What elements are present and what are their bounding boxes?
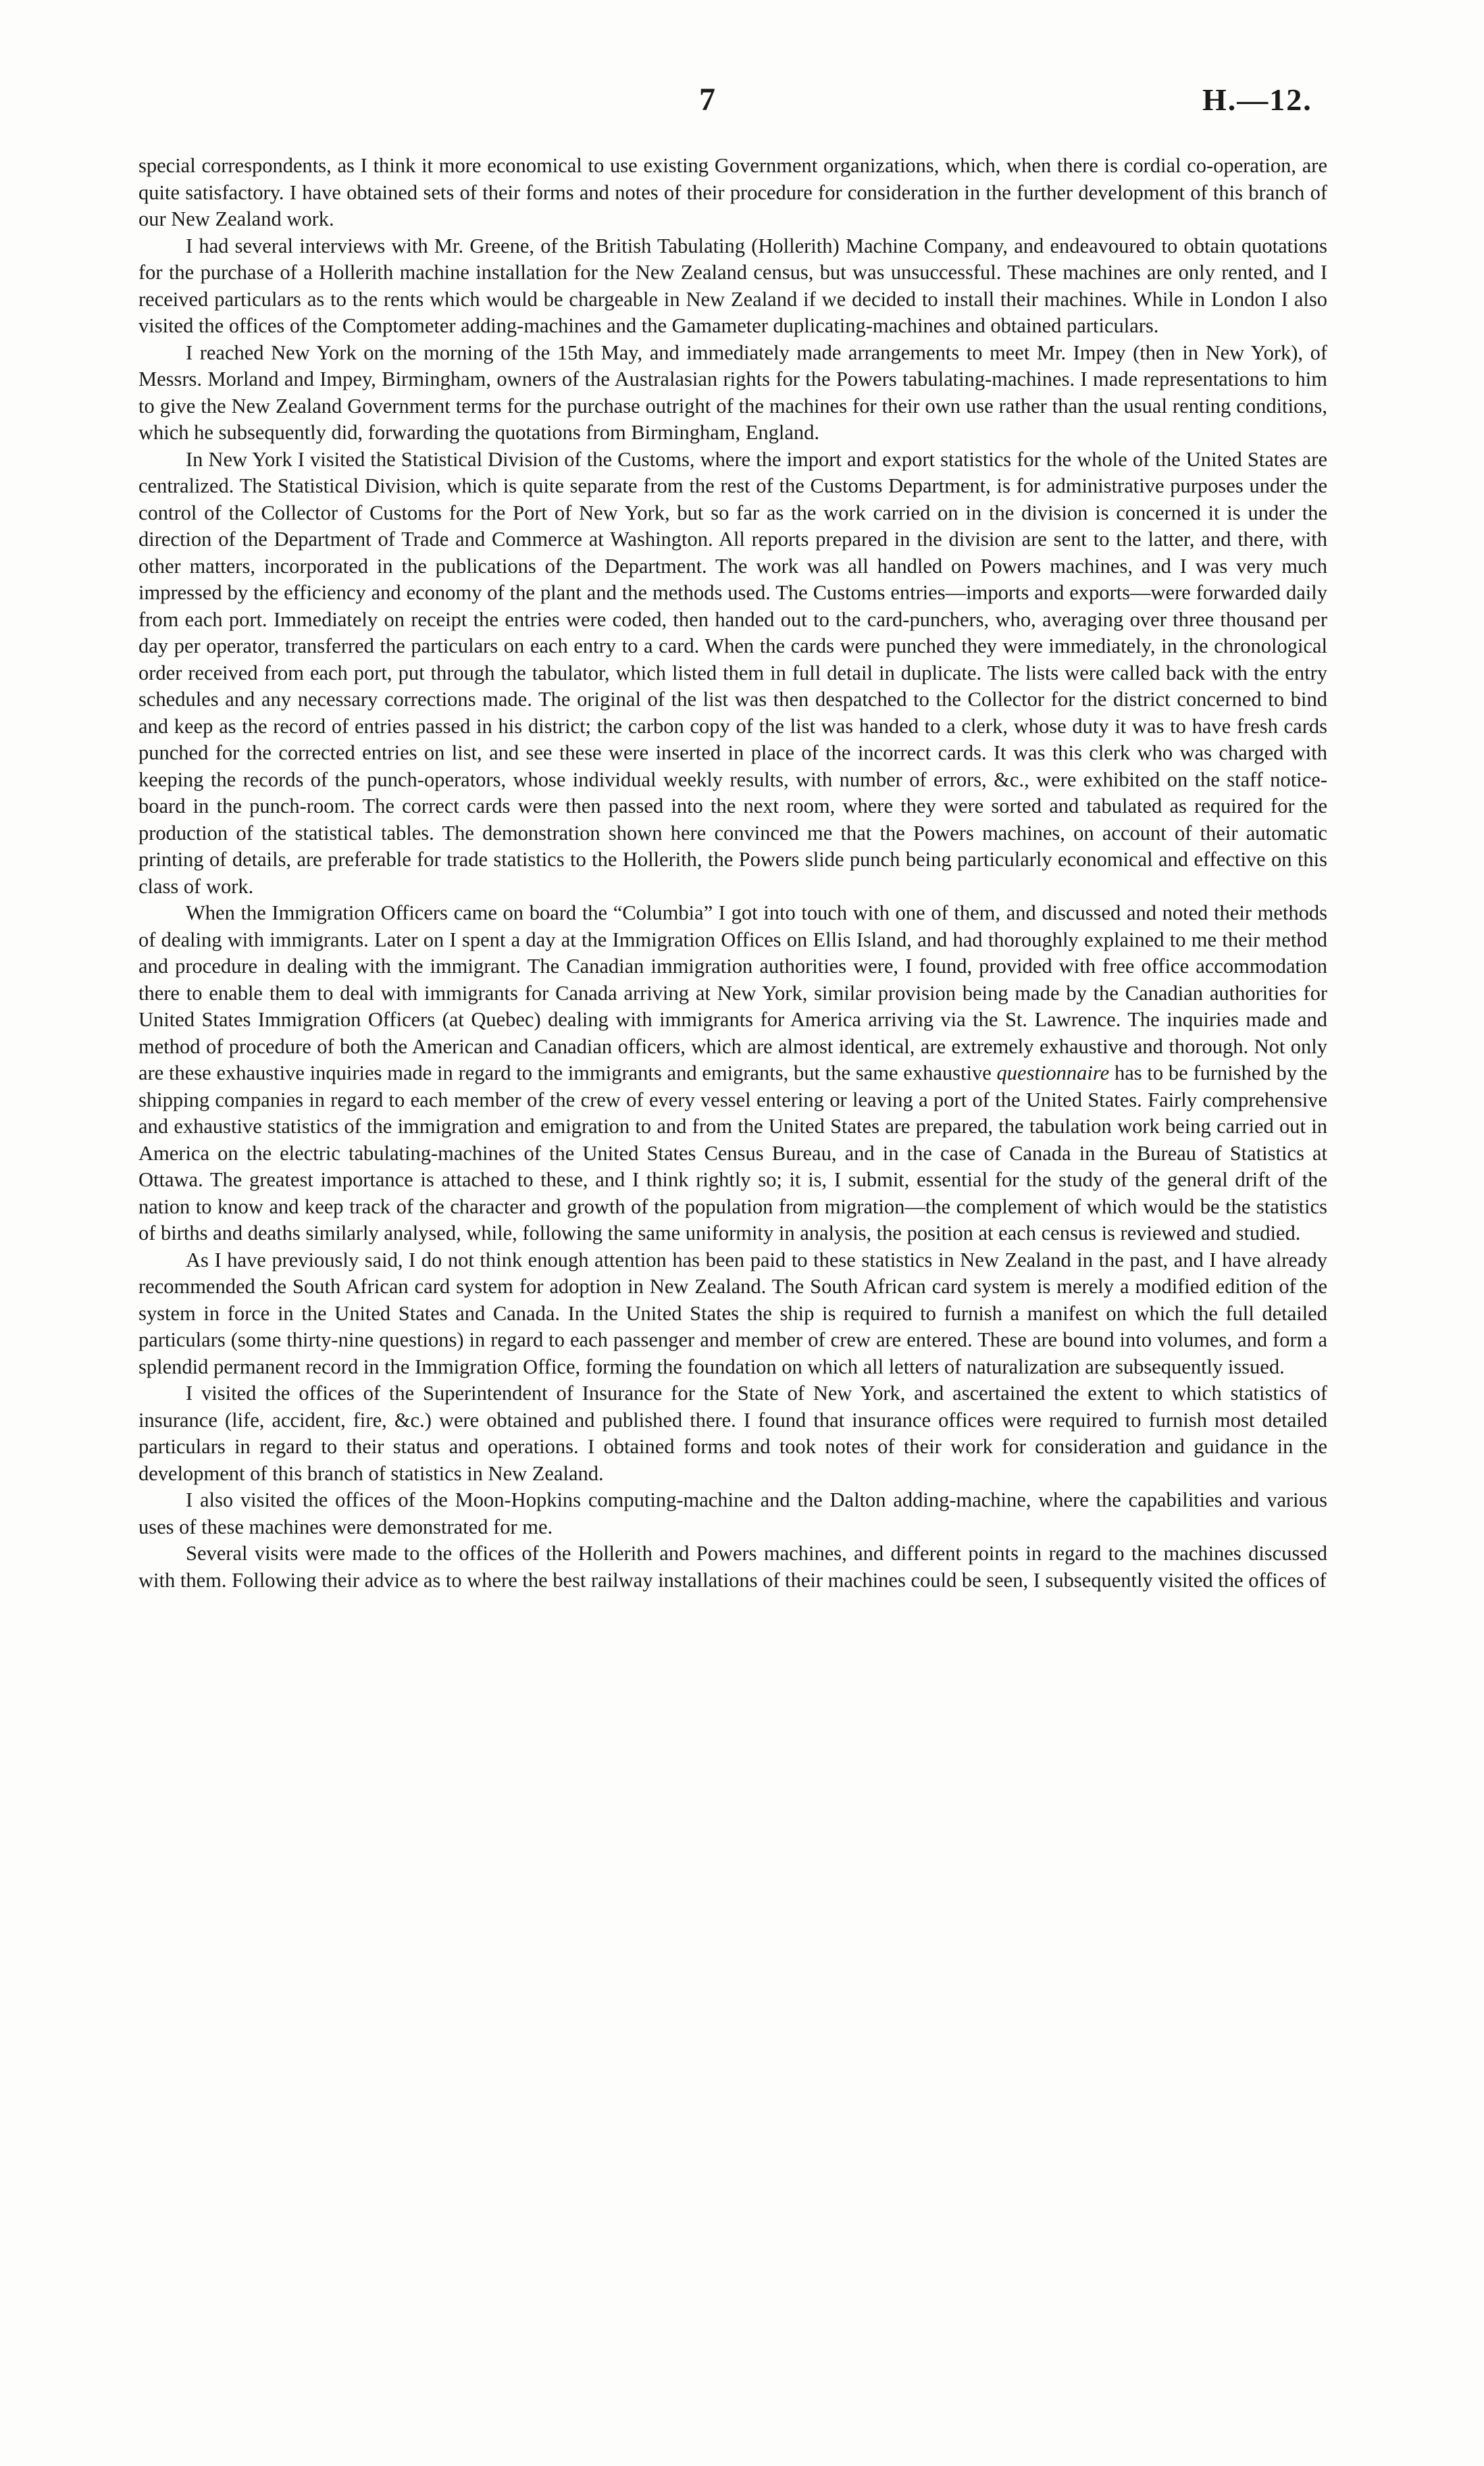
paragraph	[138, 900, 1327, 1247]
paragraph: I had several interviews with Mr. Greene, of the British Tabulating (Hollerith) Machine Company, and endeavoured to obtain quotations for the purchase of a Hollerith machine installation for the New Zealand census, but was unsuccessful. These machines are only rented, and I received particulars as to the rents which would be chargeable in New Zealand if we decided to install their machines. While in London I also visited the offices of the Comptometer adding-machines and the Gamameter duplicating-machines and obtained particulars.	[138, 234, 1327, 337]
paragraph: I reached New York on the morning of the 15th May, and immediately made arrangements to meet Mr. Impey (then in New York), of Messrs. Morland and Impey, Birmingham, owners of the Australasian rights for the Powers tabulating-machines. I made representations to him to give the New Zealand Government terms for the purchase outright of the machines for their own use rather than the usual renting conditions, which he subsequently did, forwarding the quotations from Birmingham, England.	[138, 341, 1327, 444]
paragraph: I visited the offices of the Superintendent of Insurance for the State of New York, and ascertained the extent to which statistics of insurance (life, accident, fire, &c.) were obtained and published there. I found that insurance offices were required to furnish most detailed particulars in regard to their status and operations. I obtained forms and took notes of their work for consideration and guidance in the development of this branch of statistics in New Zealand.	[138, 1382, 1327, 1485]
body-text	[138, 153, 1327, 1594]
paragraph: In New York I visited the Statistical Division of the Customs, where the import and export statistics for the whole of the United States are centralized. The Statistical Division, which is quite separate from the rest of the Customs Department, is for administrative purposes under the control of the Collector of Customs for the Port of New York, but so far as the work carried on in the division is concerned it is under the direction of the Department of Trade and Commerce at Washington. All reports prepared in the division are sent to the latter, and there, with other matters, incorporated in the publications of the Department. The work was all handled on Powers machines, and I was very much impressed by the efficiency and economy of the plant and the methods used. The Customs entries—imports and exports—were forwarded daily from each port. Immediately on receipt the entries were coded, then handed out to the card-punchers, who, averaging over three thousand per day per operator, transferred the particulars on each entry to a card. When the cards were punched they were immediately, in the chronological order received from each port, put through the tabulator, which listed them in full detail in duplicate. The lists were called back with the entry schedules and any necessary corrections made. The original of the list was then despatched to the Collector for the district concerned to bind and keep as the record of entries passed in his district; the carbon copy of the list was handed to a clerk, whose duty it was to have fresh cards punched for the corrected entries on list, and see these were inserted in place of the incorrect cards. It was this clerk who was charged with keeping the records of the punch-operators, whose individual weekly results, with number of errors, &c., were exhibited on the staff notice-board in the punch-room. The correct cards were then passed into the next room, where they were sorted and tabulated as required for the production of the statistical tables. The demonstration shown here convinced me that the Powers machines, on account of their automatic printing of details, are preferable for trade statistics to the Hollerith, the Powers slide punch being particularly economical and effective on this class of work.	[138, 447, 1327, 898]
paragraph: special correspondents, as I think it more economical to use existing Government organizations, which, when there is cordial co-operation, are quite satisfactory. I have obtained sets of their forms and notes of their procedure for consideration in the further development of this branch of our New Zealand work.	[138, 154, 1327, 230]
paragraph: As I have previously said, I do not think enough attention has been paid to these statistics in New Zealand in the past, and I have already recommended the South African card system for adoption in New Zealand. The South African card system is merely a modified edition of the system in force in the United States and Canada. In the United States the ship is required to furnish a manifest on which the full detailed particulars (some thirty-nine questions) in regard to each passenger and member of crew are entered. These are bound into volumes, and form a splendid permanent record in the Immigration Office, forming the foundation on which all letters of naturalization are subsequently issued.	[138, 1248, 1327, 1378]
page-number: 7	[699, 82, 715, 118]
paragraph: I also visited the offices of the Moon-Hopkins computing-machine and the Dalton adding-machine, where the capabilities and various uses of these machines were demonstrated for me.	[138, 1488, 1327, 1538]
paragraph-text: When the Immigration Officers came on board the “Columbia” I got into touch with one of them, and discussed and noted their methods of dealing with immigrants. Later on I spent a day at the Immigration Offices on Ellis Island, and had thoroughly explained to me their method and procedure in dealing with the immigrant. The Canadian immigration authorities were, I found, provided with free office accommodation there to enable them to deal with immigrants for Canada arriving at New York, similar provision being made by the Canadian authorities for United States Immigration Officers (at Quebec) dealing with immigrants for America arriving via the St. Lawrence. The inquiries made and method of procedure of both the American and Canadian officers, which are almost identical, are extremely exhaustive and thorough. Not only are these exhaustive inquiries made in regard to the immigrants and emigrants, but the same exhaustive	[138, 901, 1327, 1084]
paragraph-text: has to be furnished by the shipping companies in regard to each member of the crew of every vessel entering or leaving a port of the United States. Fairly comprehensive and exhaustive statistics of the immigration and emigration to and from the United States are prepared, the tabulation work being carried out in America on the electric tabulating-machines of the United States Census Bureau, and in the case of Canada in the Bureau of Statistics at Ottawa. The greatest importance is attached to these, and I think rightly so; it is, I submit, essential for the study of the general drift of the nation to know and keep track of the character and growth of the population from migration—the complement of which would be the statistics of births and deaths similarly analysed, while, following the same uniformity in analysis, the position at each census is reviewed and studied.	[138, 1061, 1328, 1244]
document-reference: H.—12.	[1202, 82, 1312, 117]
italic-term: questionnaire	[996, 1061, 1110, 1084]
page-header	[0, 80, 1484, 127]
paragraph: Several visits were made to the offices of the Hollerith and Powers machines, and different points in regard to the machines discussed with them. Following their advice as to where the best railway installations of their machines could be seen, I subsequently visited the offices of	[138, 1542, 1327, 1592]
